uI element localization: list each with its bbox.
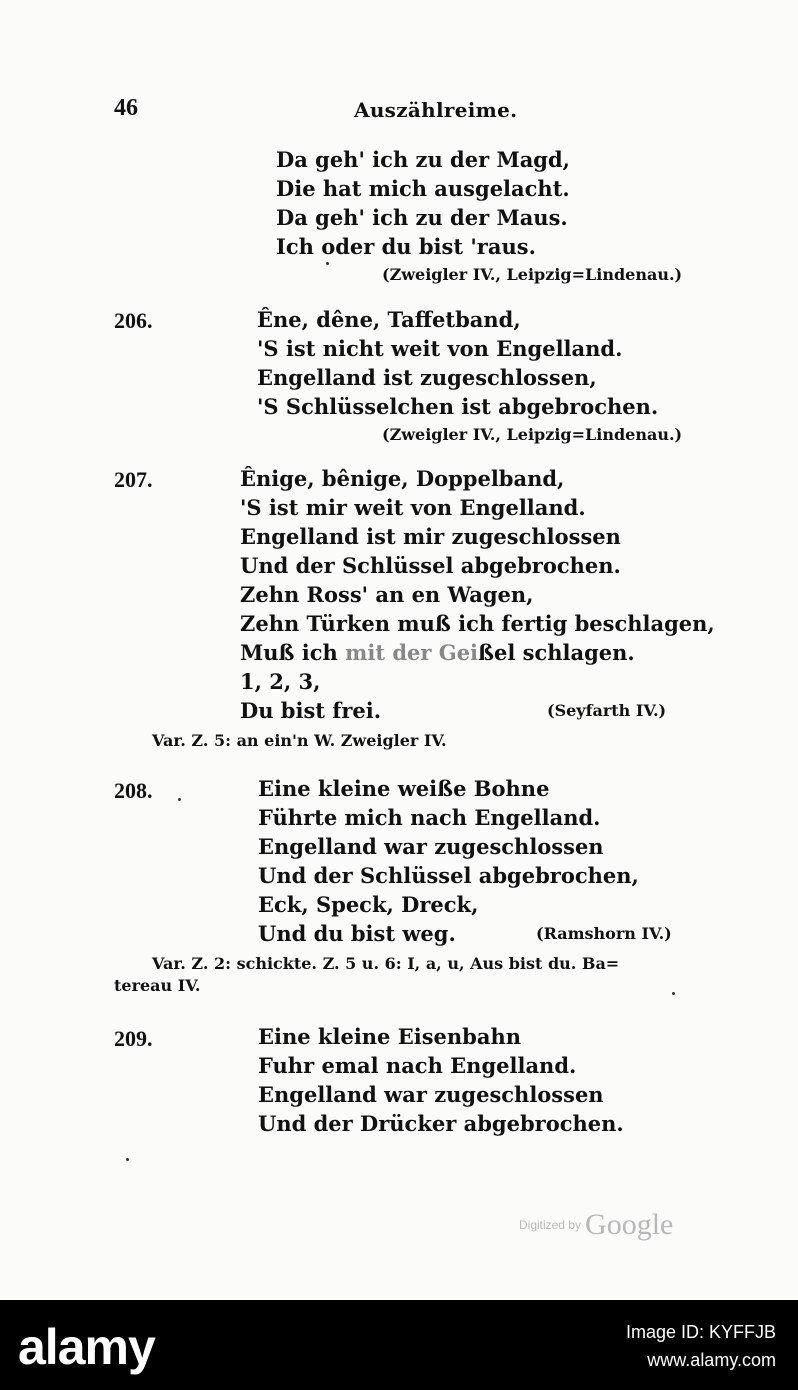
verse-line: Und der Drücker abgebrochen. <box>258 1111 624 1136</box>
verse-line: Du bist frei. <box>240 698 382 723</box>
site-url: www.alamy.com <box>647 1350 776 1370</box>
verse-line: Êne, dêne, Taffetband, <box>257 307 521 332</box>
verse-line: Und du bist weg. <box>258 921 456 946</box>
rhyme-number: 209. <box>114 1026 153 1051</box>
verse-line: Ênige, bênige, Doppelband, <box>240 466 565 491</box>
alamy-logo: alamy <box>18 1319 155 1375</box>
print-speck <box>326 262 329 265</box>
google-wordmark: Google <box>585 1208 674 1241</box>
verse-line: Muß ich mit der Geißel schlagen. <box>240 640 635 665</box>
digitized-by-google-watermark <box>519 1208 673 1242</box>
verse-line: Ich oder du bist 'raus. <box>276 234 536 259</box>
variant-note: Var. Z. 2: schickte. Z. 5 u. 6: I, a, u, Aus bist du. Ba= <box>152 954 620 973</box>
running-head: Auszählreime. <box>354 98 518 122</box>
source-attribution: (Ramshorn IV.) <box>536 924 672 943</box>
verse-line: Engelland ist zugeschlossen, <box>257 365 597 390</box>
verse-line: 'S Schlüsselchen ist abgebrochen. <box>257 394 659 419</box>
stock-photo-footer <box>0 1300 798 1390</box>
verse-line: Fuhr emal nach Engelland. <box>258 1053 577 1078</box>
variant-note-continued: tereau IV. <box>114 976 201 995</box>
source-attribution: (Seyfarth IV.) <box>547 701 667 720</box>
verse-line: Führte mich nach Engelland. <box>258 805 601 830</box>
verse-line: Die hat mich ausgelacht. <box>276 176 570 201</box>
print-speck <box>178 798 181 801</box>
rhyme-number: 208. <box>114 778 153 803</box>
verse-line: Da geh' ich zu der Magd, <box>276 147 570 172</box>
rhyme-number: 206. <box>114 308 153 333</box>
verse-line: Engelland war zugeschlossen <box>258 834 604 859</box>
digitized-by-text: Digitized by <box>519 1218 582 1232</box>
verse-line: 1, 2, 3, <box>240 669 321 694</box>
print-speck <box>126 1158 129 1161</box>
verse-line: 'S ist nicht weit von Engelland. <box>257 336 623 361</box>
source-attribution: (Zweigler IV., Leipzig=Lindenau.) <box>382 425 683 444</box>
print-speck <box>672 992 675 995</box>
verse-line: Eine kleine Eisenbahn <box>258 1024 521 1049</box>
page-number: 46 <box>114 95 138 121</box>
variant-note: Var. Z. 5: an ein'n W. Zweigler IV. <box>152 731 447 750</box>
verse-line: Eck, Speck, Dreck, <box>258 892 479 917</box>
verse-line: Engelland war zugeschlossen <box>258 1082 604 1107</box>
verse-line: 'S ist mir weit von Engelland. <box>240 495 586 520</box>
verse-line: Und der Schlüssel abgebrochen, <box>258 863 639 888</box>
image-id: Image ID: KYFFJB <box>625 1322 776 1342</box>
verse-line: Und der Schlüssel abgebrochen. <box>240 553 621 578</box>
verse-line: Eine kleine weiße Bohne <box>258 776 550 801</box>
verse-line: Engelland ist mir zugeschlossen <box>240 524 621 549</box>
faded-print: mit der Gei <box>345 640 479 665</box>
rhyme-number: 207. <box>114 467 153 492</box>
verse-line: Zehn Ross' an en Wagen, <box>240 582 534 607</box>
verse-line: Zehn Türken muß ich fertig beschlagen, <box>240 611 715 636</box>
source-attribution: (Zweigler IV., Leipzig=Lindenau.) <box>382 265 683 284</box>
verse-line: Da geh' ich zu der Maus. <box>276 205 568 230</box>
